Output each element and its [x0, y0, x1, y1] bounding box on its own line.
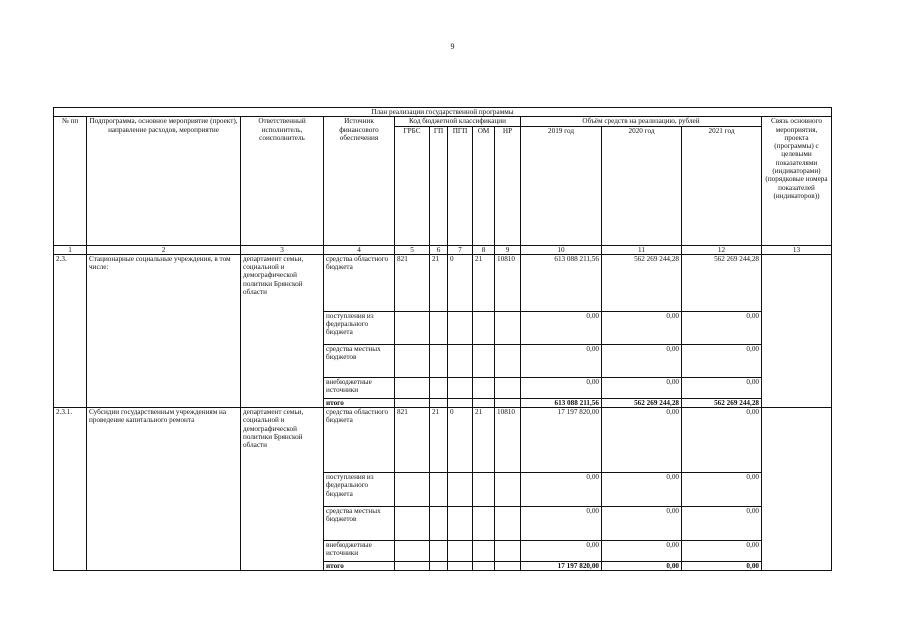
total-2020: 0,00 — [602, 562, 682, 571]
column-number: 11 — [602, 245, 682, 254]
header-grbs: ГРБС — [395, 126, 430, 245]
source-cell: внебюджетные источники — [324, 377, 395, 398]
amount-2021: 0,00 — [682, 408, 762, 473]
header-responsible: Ответственный исполнитель, соисполнитель — [241, 117, 324, 245]
amount-2020: 562 269 244,28 — [602, 254, 682, 311]
amount-2019: 0,00 — [521, 344, 602, 377]
om-cell: 21 — [473, 408, 495, 473]
amount-2020: 0,00 — [602, 408, 682, 473]
column-number: 7 — [448, 245, 473, 254]
column-number: 1 — [54, 245, 87, 254]
total-2019: 613 088 211,56 — [521, 398, 602, 407]
source-cell: средства областного бюджета — [324, 254, 395, 311]
amount-2021: 0,00 — [682, 377, 762, 398]
source-cell: средства областного бюджета — [324, 408, 395, 473]
source-cell: поступления из федерального бюджета — [324, 473, 395, 507]
amount-2020: 0,00 — [602, 311, 682, 344]
amount-2020: 0,00 — [602, 377, 682, 398]
section-num: 2.3. — [54, 254, 87, 407]
header-num: № пп — [54, 117, 87, 245]
amount-2019: 0,00 — [521, 507, 602, 541]
header-gp: ГП — [430, 126, 448, 245]
grbs-cell: 821 — [395, 254, 430, 311]
total-2020: 562 269 244,28 — [602, 398, 682, 407]
amount-2021: 0,00 — [682, 541, 762, 562]
amount-2019: 17 197 820,00 — [521, 408, 602, 473]
source-cell: средства местных бюджетов — [324, 507, 395, 541]
gp-cell: 21 — [430, 254, 448, 311]
column-number: 6 — [430, 245, 448, 254]
pgp-cell: 0 — [448, 254, 473, 311]
source-cell: поступления из федерального бюджета — [324, 311, 395, 344]
amount-2020: 0,00 — [602, 473, 682, 507]
section-responsible: департамент семьи, социальной и демографической политики Брянской области — [241, 408, 324, 571]
source-cell: внебюджетные источники — [324, 541, 395, 562]
gp-cell: 21 — [430, 408, 448, 473]
amount-2019: 0,00 — [521, 473, 602, 507]
header-om: ОМ — [473, 126, 495, 245]
column-number: 4 — [324, 245, 395, 254]
table-title: План реализации государственной программы — [54, 108, 832, 117]
header-2019: 2019 год — [521, 126, 602, 245]
column-number: 13 — [762, 245, 832, 254]
om-cell: 21 — [473, 254, 495, 311]
header-pgp: ПГП — [448, 126, 473, 245]
header-source: Источник финансового обеспечения — [324, 117, 395, 245]
header-link: Связь основного мероприятия, проекта (программы) с целевыми показателями (индикаторами) (порядковые номера показателей (индикаторов)) — [762, 117, 832, 245]
amount-2021: 0,00 — [682, 507, 762, 541]
header-2020: 2020 год — [602, 126, 682, 245]
amount-2019: 613 088 211,56 — [521, 254, 602, 311]
total-2019: 17 197 820,00 — [521, 562, 602, 571]
amount-2021: 0,00 — [682, 311, 762, 344]
link-cell — [762, 254, 832, 407]
column-number: 3 — [241, 245, 324, 254]
section-name: Стационарные социальные учреждения, в том числе: — [87, 254, 241, 407]
amount-2020: 0,00 — [602, 507, 682, 541]
amount-2019: 0,00 — [521, 541, 602, 562]
column-number: 9 — [495, 245, 521, 254]
amount-2021: 562 269 244,28 — [682, 254, 762, 311]
source-cell-total: итого — [324, 562, 395, 571]
column-number: 8 — [473, 245, 495, 254]
grbs-cell: 821 — [395, 408, 430, 473]
total-2021: 0,00 — [682, 562, 762, 571]
link-cell — [762, 408, 832, 571]
column-number: 10 — [521, 245, 602, 254]
amount-2019: 0,00 — [521, 311, 602, 344]
amount-2021: 0,00 — [682, 473, 762, 507]
column-number: 5 — [395, 245, 430, 254]
header-budget-code: Код бюджетной классификации — [395, 117, 521, 126]
header-subprogram: Подпрограмма, основное мероприятие (проект), направление расходов, мероприятие — [87, 117, 241, 245]
plan-table — [53, 107, 832, 571]
page-number: 9 — [450, 42, 455, 51]
header-volume: Объём средств на реализацию, рублей — [521, 117, 762, 126]
column-number: 12 — [682, 245, 762, 254]
amount-2020: 0,00 — [602, 541, 682, 562]
total-2021: 562 269 244,28 — [682, 398, 762, 407]
section-name: Субсидии государственным учреждениям на проведение капитального ремонта — [87, 408, 241, 571]
section-num: 2.3.1. — [54, 408, 87, 571]
nr-cell: 10810 — [495, 254, 521, 311]
amount-2019: 0,00 — [521, 377, 602, 398]
header-nr: НР — [495, 126, 521, 245]
source-cell-total: итого — [324, 398, 395, 407]
amount-2020: 0,00 — [602, 344, 682, 377]
section-responsible: департамент семьи, социальной и демографической политики Брянской области — [241, 254, 324, 407]
header-2021: 2021 год — [682, 126, 762, 245]
nr-cell: 10810 — [495, 408, 521, 473]
source-cell: средства местных бюджетов — [324, 344, 395, 377]
column-number: 2 — [87, 245, 241, 254]
pgp-cell: 0 — [448, 408, 473, 473]
amount-2021: 0,00 — [682, 344, 762, 377]
